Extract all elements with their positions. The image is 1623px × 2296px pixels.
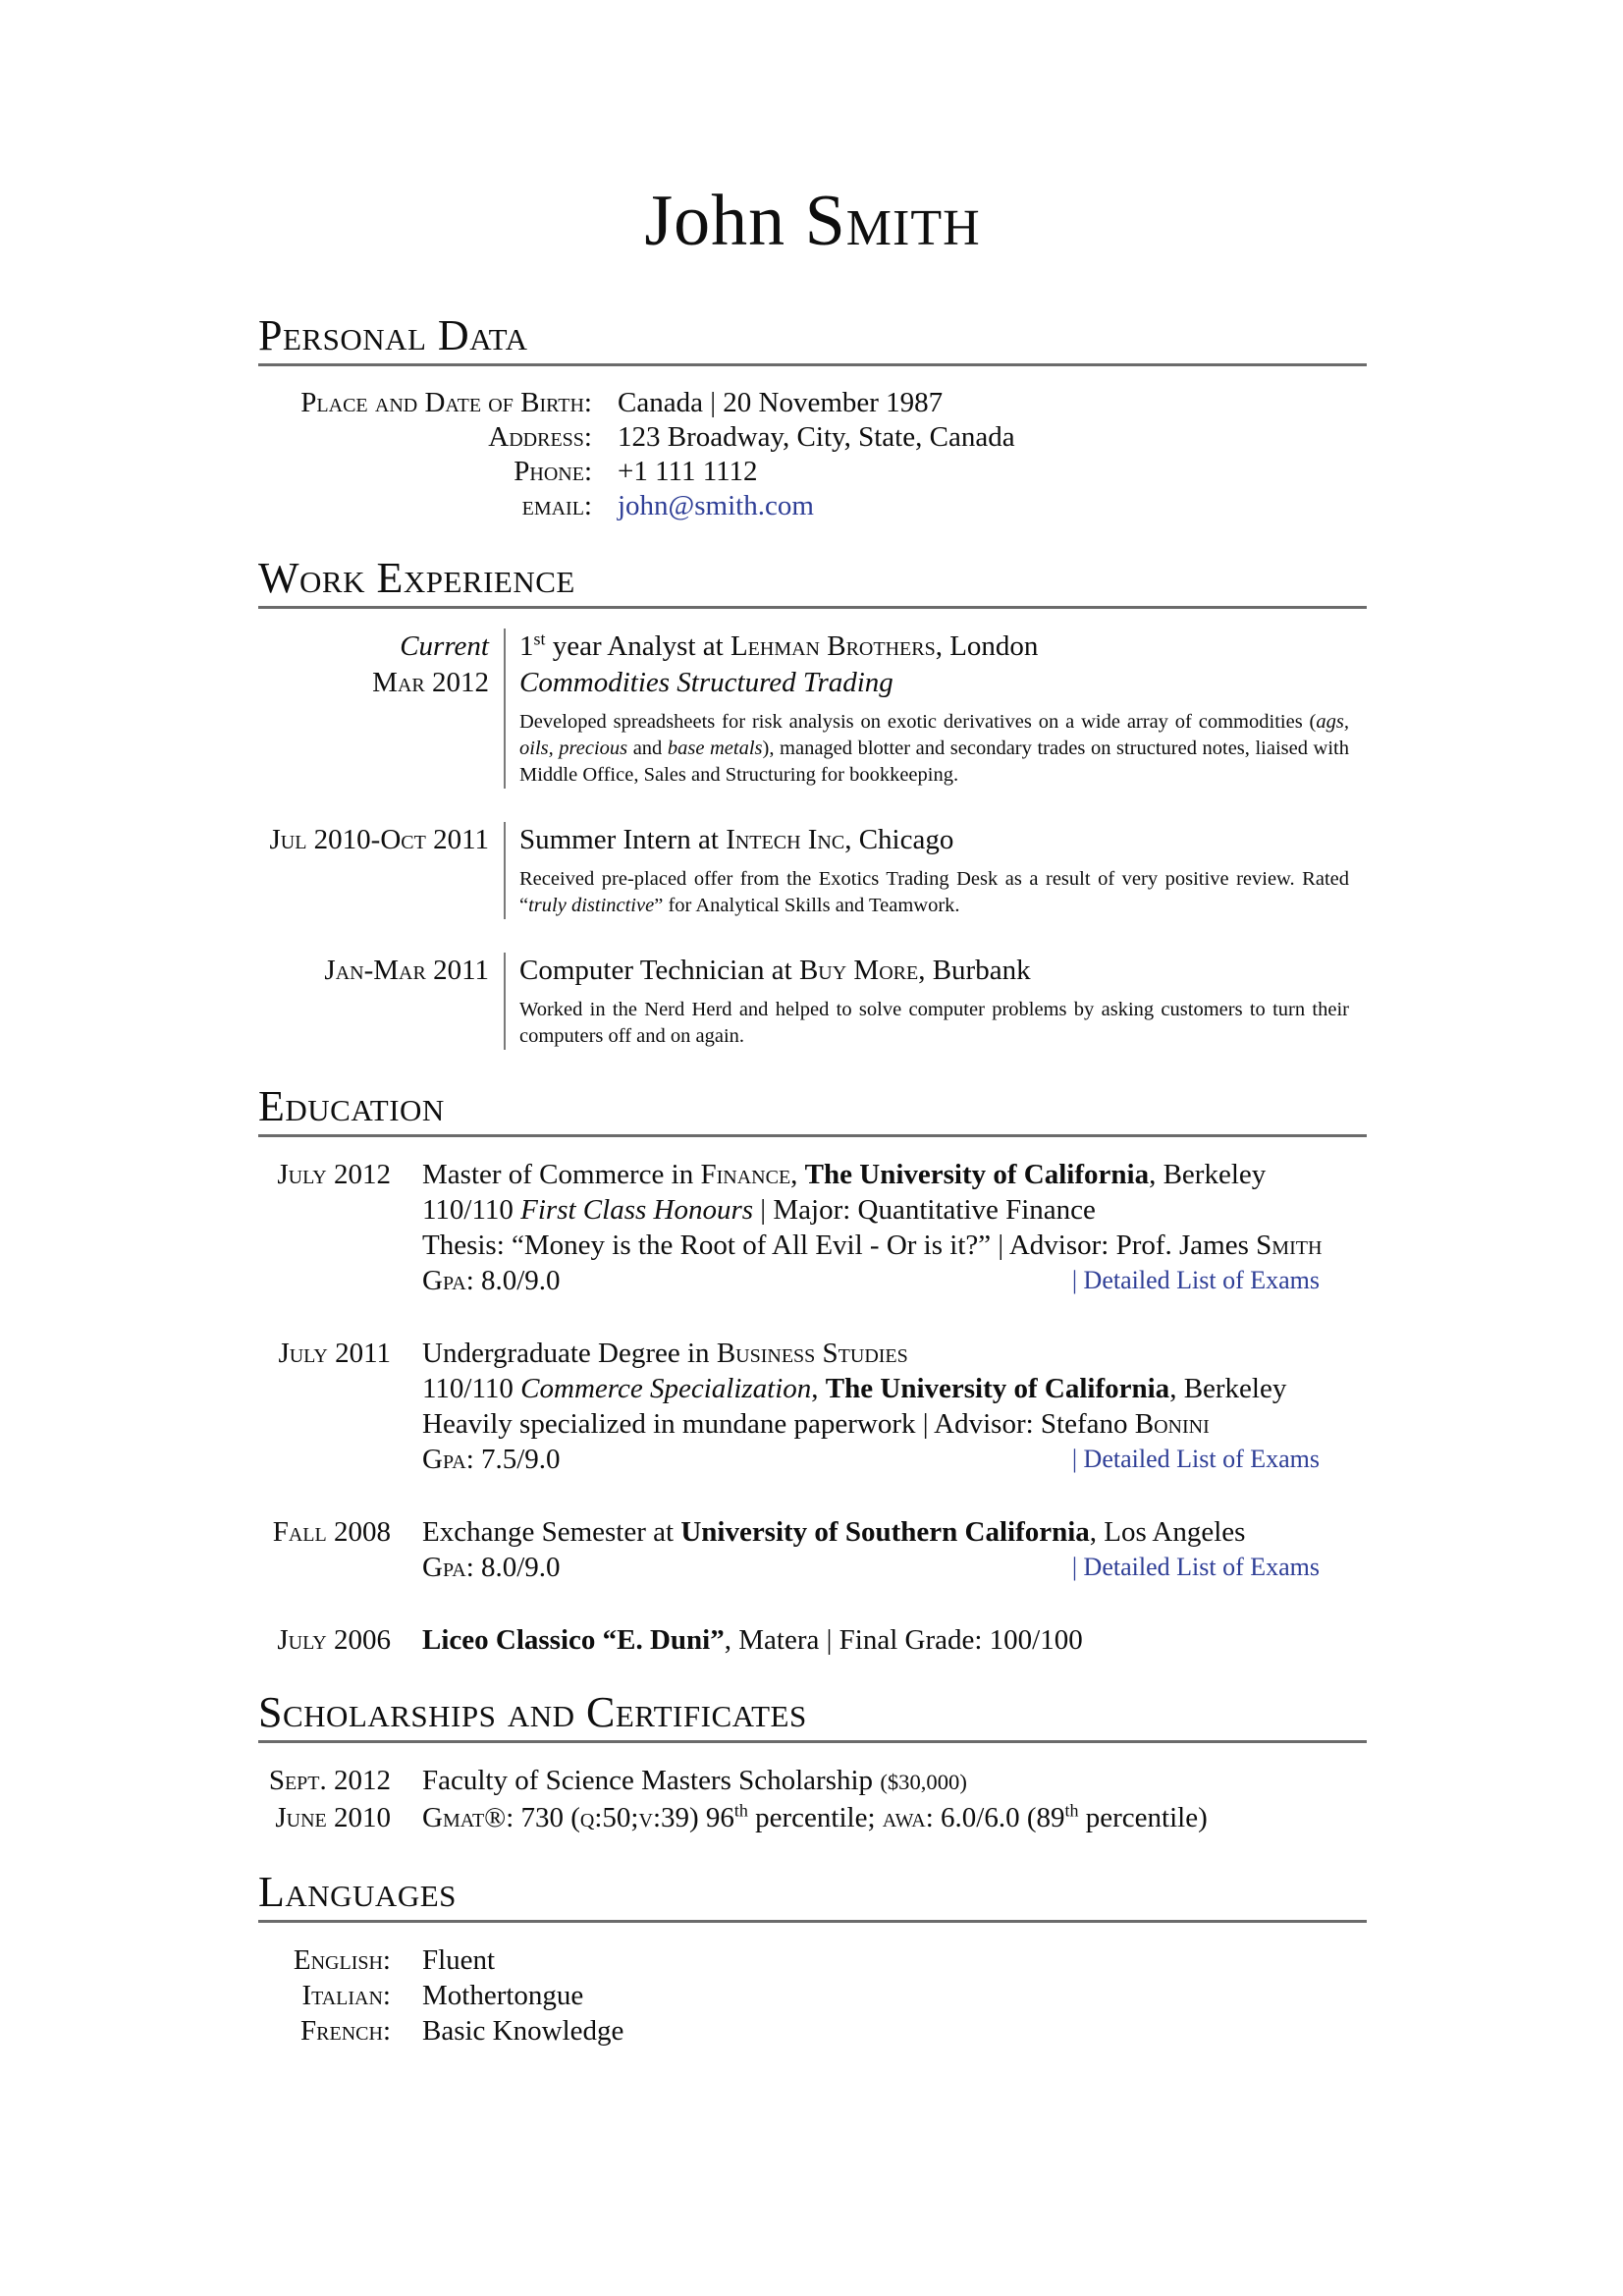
education-line: Master of Commerce in Finance, The University of California, Berkeley <box>422 1159 1267 1190</box>
gpa-value: Gpa: 8.0/9.0 <box>422 1265 561 1296</box>
work-date-line: Jul 2010-Oct 2011 <box>269 824 489 855</box>
work-entry-buymore <box>258 953 1367 1050</box>
education-line: 110/110 First Class Honours | Major: Quantitative Finance <box>422 1194 1096 1226</box>
work-role: Computer Technician at Buy More, Burbank <box>519 955 1031 986</box>
education-entry-content <box>422 1336 1365 1477</box>
scholarship-date: June 2010 <box>275 1802 391 1833</box>
section-personal-data <box>258 311 1367 523</box>
scholarships-heading: Scholarships and Certificates <box>258 1691 1367 1743</box>
personal-data-body <box>258 386 1367 523</box>
address-value: 123 Broadway, City, State, Canada <box>618 421 1015 453</box>
work-dates <box>258 822 504 919</box>
language-level: Basic Knowledge <box>422 2015 624 2047</box>
education-entry-content <box>422 1157 1365 1298</box>
education-date: July 2012 <box>277 1159 391 1190</box>
section-scholarships <box>258 1688 1367 1835</box>
language-row <box>258 2013 1367 2049</box>
work-entry-content <box>504 822 1349 919</box>
language-label: English: <box>293 1944 391 1976</box>
education-line: 110/110 Commerce Specialization, The University of California, Berkeley <box>422 1373 1287 1404</box>
work-dates <box>258 629 504 789</box>
gpa-value: Gpa: 8.0/9.0 <box>422 1552 561 1583</box>
education-gpa-row <box>422 1550 1365 1585</box>
work-date-line: Jan-Mar 2011 <box>324 955 489 986</box>
education-entry-content <box>422 1622 1365 1658</box>
language-level: Fluent <box>422 1944 496 1976</box>
education-entry-masters <box>258 1157 1367 1298</box>
scholarship-text: Gmat®: 730 (q:50;v:39) 96th percentile; awa: 6.0/6.0 (89th percentile) <box>422 1800 1208 1833</box>
education-date: July 2006 <box>277 1624 391 1656</box>
scholarship-text: Faculty of Science Masters Scholarship ($30,000) <box>422 1765 967 1796</box>
work-entry-intech <box>258 822 1367 919</box>
education-date: July 2011 <box>278 1338 391 1369</box>
education-date: Fall 2008 <box>272 1516 391 1548</box>
language-level: Mothertongue <box>422 1980 584 2011</box>
education-entry-liceo <box>258 1622 1367 1658</box>
work-role: 1st year Analyst at Lehman Brothers, London <box>519 629 1039 662</box>
personal-data-heading: Personal Data <box>258 314 1367 366</box>
section-languages <box>258 1868 1367 2049</box>
email-label: email: <box>521 490 592 521</box>
language-row <box>258 1942 1367 1978</box>
education-line: Liceo Classico “E. Duni”, Matera | Final Grade: 100/100 <box>422 1624 1083 1656</box>
education-gpa-row <box>422 1442 1365 1477</box>
work-experience-body <box>258 629 1367 1050</box>
work-description: Worked in the Nerd Herd and helped to solve computer problems by asking customers to turn their computers off and on again. <box>519 999 1349 1047</box>
last-name: Smith <box>804 181 981 261</box>
education-body <box>258 1157 1367 1658</box>
languages-body <box>258 1942 1367 2049</box>
scholarship-row <box>258 1800 1367 1835</box>
education-heading: Education <box>258 1085 1367 1137</box>
work-description: Received pre-placed offer from the Exotics Trading Desk as a result of very positive review. Rated “truly distinctive” for Analytical Skills and Teamwork. <box>519 868 1349 916</box>
detailed-exams-link[interactable]: | Detailed List of Exams <box>1071 1553 1320 1581</box>
detailed-exams-link[interactable]: | Detailed List of Exams <box>1071 1266 1320 1294</box>
phone-row <box>258 455 1367 489</box>
language-label: Italian: <box>301 1980 391 2011</box>
work-experience-heading: Work Experience <box>258 557 1367 609</box>
birth-row <box>258 386 1367 420</box>
scholarships-body <box>258 1763 1367 1835</box>
section-education <box>258 1082 1367 1658</box>
first-name: John <box>644 181 786 261</box>
address-row <box>258 420 1367 455</box>
work-date-line: Current <box>400 630 489 662</box>
languages-heading: Languages <box>258 1871 1367 1923</box>
education-line: Undergraduate Degree in Business Studies <box>422 1338 908 1369</box>
email-row <box>258 489 1367 523</box>
work-subrole: Commodities Structured Trading <box>519 667 893 698</box>
email-link[interactable]: john@smith.com <box>618 490 814 521</box>
scholarship-date: Sept. 2012 <box>268 1765 391 1796</box>
education-line: Thesis: “Money is the Root of All Evil - Or is it?” | Advisor: Prof. James Smith <box>422 1230 1323 1261</box>
work-entry-content <box>504 629 1349 789</box>
language-label: French: <box>300 2015 391 2047</box>
work-entry-content <box>504 953 1349 1050</box>
detailed-exams-link[interactable]: | Detailed List of Exams <box>1071 1445 1320 1473</box>
phone-value: +1 111 1112 <box>618 456 758 487</box>
birth-label: Place and Date of Birth: <box>300 387 592 418</box>
education-entry-exchange <box>258 1514 1367 1585</box>
address-label: Address: <box>488 421 592 453</box>
birth-value: Canada | 20 November 1987 <box>618 387 944 418</box>
education-line: Heavily specialized in mundane paperwork | Advisor: Stefano Bonini <box>422 1408 1210 1440</box>
work-role: Summer Intern at Intech Inc, Chicago <box>519 824 954 855</box>
phone-label: Phone: <box>514 456 592 487</box>
language-row <box>258 1978 1367 2013</box>
work-entry-lehman <box>258 629 1367 789</box>
work-dates <box>258 953 504 1050</box>
scholarship-row <box>258 1763 1367 1800</box>
work-description: Developed spreadsheets for risk analysis on exotic derivatives on a wide array of commodities (ags, oils, precious and base metals), managed blotter and secondary trades on structured notes, liaised with Middle Office, Sales and Structuring for bookkeeping. <box>519 711 1349 786</box>
education-entry-undergrad <box>258 1336 1367 1477</box>
section-work-experience <box>258 554 1367 1050</box>
work-date-line: Mar 2012 <box>372 667 489 698</box>
education-gpa-row <box>422 1263 1365 1298</box>
page-title <box>258 183 1367 259</box>
education-entry-content <box>422 1514 1365 1585</box>
education-line: Exchange Semester at University of Southern California, Los Angeles <box>422 1516 1246 1548</box>
gpa-value: Gpa: 7.5/9.0 <box>422 1444 561 1475</box>
